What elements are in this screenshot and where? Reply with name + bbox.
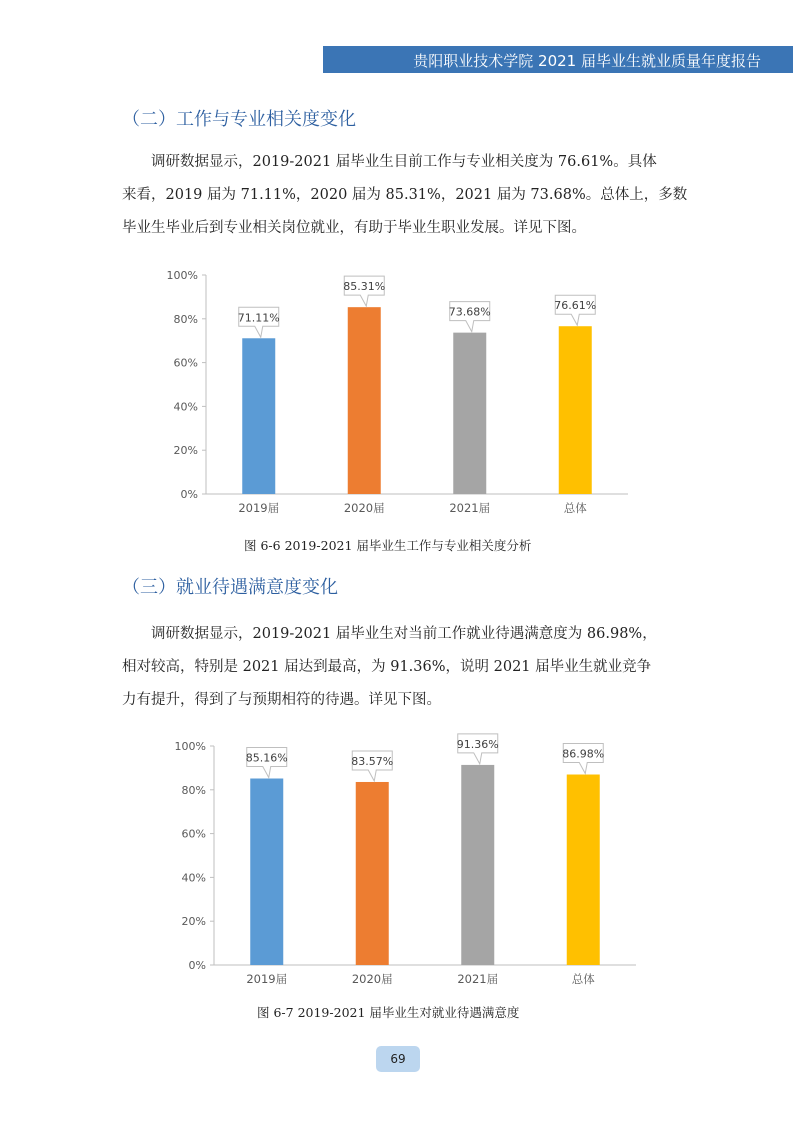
- paragraph-salary: [122, 618, 670, 717]
- relevance-bar-chart: [160, 262, 640, 522]
- x-tick-label: 2020届: [351, 972, 393, 986]
- figure-caption-6-6: 图 6-6 2019-2021 届毕业生工作与专业相关度分析: [244, 538, 532, 553]
- y-tick-label: 20%: [181, 915, 206, 929]
- data-label: 73.68%: [448, 305, 491, 319]
- data-label-callout: [449, 302, 491, 332]
- salary-satisfaction-bar-chart: [168, 733, 648, 993]
- y-tick-label: 0%: [188, 959, 206, 972]
- y-tick-label: 100%: [174, 740, 206, 753]
- data-label-callout: [238, 307, 280, 337]
- y-tick-label: 40%: [173, 400, 198, 414]
- data-label-callout: [343, 276, 385, 306]
- data-label-callout: [562, 744, 604, 774]
- paragraph-line: 毕业生毕业后到专业相关岗位就业，有助于毕业生职业发展。详见下图。: [122, 220, 586, 236]
- data-label: 71.11%: [237, 311, 280, 325]
- x-tick-label: 2020届: [343, 501, 385, 515]
- bar: [242, 338, 275, 494]
- data-label: 85.16%: [245, 751, 288, 765]
- header-title: 贵阳职业技术学院 2021 届毕业生就业质量年度报告: [413, 52, 761, 70]
- data-label-callout: [351, 751, 393, 781]
- data-label-callout: [457, 734, 499, 764]
- data-label: 86.98%: [562, 747, 605, 761]
- y-tick-label: 60%: [181, 827, 206, 841]
- bar: [356, 782, 389, 965]
- x-tick-label: 2021届: [457, 972, 499, 986]
- bar: [559, 326, 592, 494]
- bar: [348, 307, 381, 494]
- paragraph-line: 调研数据显示，2019-2021 届毕业生目前工作与专业相关度为 76.61%。具体: [151, 154, 657, 170]
- section-heading-relevance: （二）工作与专业相关度变化: [122, 109, 356, 130]
- data-label: 91.36%: [456, 737, 499, 751]
- paragraph-line: 相对较高，特别是 2021 届达到最高，为 91.36%，说明 2021 届毕业生就业竞争: [122, 659, 652, 675]
- figure-caption-6-7: 图 6-7 2019-2021 届毕业生对就业待遇满意度: [257, 1005, 520, 1020]
- bar: [250, 778, 283, 965]
- y-tick-label: 80%: [173, 312, 198, 326]
- data-label: 85.31%: [343, 280, 386, 294]
- data-label-callout: [246, 747, 288, 777]
- paragraph-line: 力有提升，得到了与预期相符的待遇。详见下图。: [122, 692, 441, 708]
- bar: [461, 765, 494, 965]
- y-tick-label: 40%: [181, 871, 206, 885]
- y-tick-label: 60%: [173, 356, 198, 370]
- data-label: 83.57%: [351, 754, 394, 768]
- paragraph-line: 来看，2019 届为 71.11%，2020 届为 85.31%，2021 届为 73.68%。总体上，多数: [122, 187, 688, 203]
- x-tick-label: 2019届: [246, 972, 288, 986]
- paragraph-relevance: [122, 146, 688, 245]
- y-tick-label: 0%: [180, 488, 198, 501]
- x-tick-label: 2021届: [449, 501, 491, 515]
- page-number: 69: [376, 1046, 420, 1072]
- y-tick-label: 20%: [173, 444, 198, 458]
- data-label: 76.61%: [554, 299, 597, 313]
- x-tick-label: 总体: [563, 501, 587, 515]
- section-heading-salary: （三）就业待遇满意度变化: [122, 577, 338, 598]
- bar: [453, 333, 486, 494]
- x-tick-label: 2019届: [238, 501, 280, 515]
- y-tick-label: 100%: [166, 269, 198, 282]
- y-tick-label: 80%: [181, 783, 206, 797]
- paragraph-line: 调研数据显示，2019-2021 届毕业生对当前工作就业待遇满意度为 86.98%，: [151, 626, 657, 642]
- header-bar: [323, 46, 793, 73]
- bar: [567, 775, 600, 965]
- x-tick-label: 总体: [571, 972, 595, 986]
- data-label-callout: [554, 295, 596, 325]
